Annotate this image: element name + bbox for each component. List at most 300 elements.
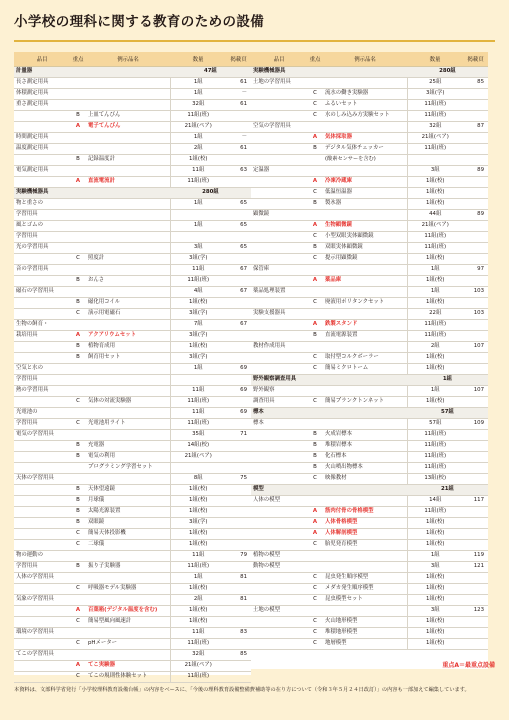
- qty-cell: 11組(班): [170, 177, 226, 188]
- priority-cell: [307, 551, 323, 562]
- page-cell: [226, 419, 251, 430]
- item-cell: 体積測定用具: [14, 89, 70, 100]
- product-cell: 人体解剖模型: [323, 529, 407, 540]
- table-row: [14, 243, 251, 254]
- product-cell: [86, 210, 170, 221]
- qty-cell: 11組(班): [170, 276, 226, 287]
- item-cell: [14, 254, 70, 265]
- table-row: [251, 166, 488, 177]
- item-cell: [14, 584, 70, 595]
- priority-cell: A: [70, 122, 86, 133]
- product-cell: [86, 100, 170, 111]
- item-cell: [251, 595, 307, 606]
- product-cell: 筋肉付骨の骨格模型: [323, 507, 407, 518]
- table-row: [251, 397, 488, 408]
- page-cell: [226, 672, 251, 683]
- product-cell: [86, 650, 170, 661]
- product-cell: 生物顕微鏡: [323, 221, 407, 232]
- item-cell: [251, 243, 307, 254]
- table-row: [14, 661, 251, 672]
- page-cell: [463, 155, 488, 166]
- qty-cell: 44組: [407, 210, 463, 221]
- item-cell: 人体の学習用具: [14, 573, 70, 584]
- qty-cell: 22組: [407, 309, 463, 320]
- table-row: [251, 364, 488, 375]
- item-cell: 学習用具: [14, 419, 70, 430]
- page-cell: [226, 496, 251, 507]
- item-cell: 学習用具: [14, 232, 70, 243]
- table-row: [14, 408, 251, 419]
- product-cell: 火成岩標本: [323, 430, 407, 441]
- priority-cell: B: [307, 452, 323, 463]
- header-priority: 重点: [307, 52, 323, 67]
- item-cell: 顕微鏡: [251, 210, 307, 221]
- item-cell: 薬品処理装置: [251, 287, 307, 298]
- priority-cell: B: [70, 342, 86, 353]
- priority-cell: C: [70, 254, 86, 265]
- page-cell: [463, 221, 488, 232]
- table-row: [251, 342, 488, 353]
- priority-cell: B: [70, 452, 86, 463]
- item-cell: [251, 507, 307, 518]
- item-cell: [251, 364, 307, 375]
- priority-cell: A: [307, 507, 323, 518]
- item-cell: [14, 518, 70, 529]
- category-qty: 21組: [407, 485, 488, 496]
- page-cell: [463, 89, 488, 100]
- page-cell: 67: [226, 287, 251, 298]
- qty-cell: 11組: [170, 628, 226, 639]
- product-cell: [86, 89, 170, 100]
- qty-cell: 11組(班): [407, 507, 463, 518]
- item-cell: [14, 529, 70, 540]
- qty-cell: 3組: [170, 243, 226, 254]
- page-cell: [226, 298, 251, 309]
- priority-cell: [70, 166, 86, 177]
- priority-cell: [70, 375, 86, 386]
- priority-cell: C: [307, 617, 323, 628]
- table-row: [251, 419, 488, 430]
- table-row: [251, 89, 488, 100]
- product-cell: pHメーター: [86, 639, 170, 650]
- item-cell: 光の学習用具: [14, 243, 70, 254]
- priority-cell: C: [70, 584, 86, 595]
- priority-cell: C: [70, 639, 86, 650]
- priority-cell: [70, 265, 86, 276]
- page-cell: 83: [226, 628, 251, 639]
- page-cell: [226, 353, 251, 364]
- page-cell: －: [226, 89, 251, 100]
- item-cell: [251, 353, 307, 364]
- item-cell: 磁石の学習用具: [14, 287, 70, 298]
- table-row: [251, 111, 488, 122]
- product-cell: 地層模型: [323, 639, 407, 650]
- page-cell: 117: [463, 496, 488, 507]
- product-cell: 直流電流計: [86, 177, 170, 188]
- page-cell: [463, 441, 488, 452]
- qty-cell: 11組: [170, 551, 226, 562]
- product-cell: 簡易型風向風速計: [86, 617, 170, 628]
- product-cell: 鉄製スタンド: [323, 320, 407, 331]
- item-cell: [14, 397, 70, 408]
- priority-cell: B: [307, 430, 323, 441]
- item-cell: [14, 441, 70, 452]
- qty-cell: 1組(校): [170, 298, 226, 309]
- page-cell: 109: [463, 419, 488, 430]
- item-cell: 物と重さの: [14, 199, 70, 210]
- table-row: [14, 430, 251, 441]
- item-cell: てこの学習用具: [14, 650, 70, 661]
- table-row: [14, 584, 251, 595]
- qty-cell: 1組(校): [407, 199, 463, 210]
- priority-cell: [70, 78, 86, 89]
- page-cell: [463, 617, 488, 628]
- qty-cell: 11組(班): [407, 232, 463, 243]
- priority-cell: B: [307, 441, 323, 452]
- qty-cell: 11組(班): [407, 430, 463, 441]
- product-cell: [86, 408, 170, 419]
- item-cell: 調査用具: [251, 397, 307, 408]
- product-cell: [323, 265, 407, 276]
- item-cell: 風とゴムの: [14, 221, 70, 232]
- qty-cell: 1組(校): [407, 540, 463, 551]
- table-row: [251, 573, 488, 584]
- qty-cell: 11組(班): [407, 331, 463, 342]
- category-name: 実験機械器具: [14, 188, 170, 199]
- qty-cell: 1組(校): [407, 573, 463, 584]
- priority-cell: [307, 155, 323, 166]
- page-cell: [463, 100, 488, 111]
- table-row: [14, 353, 251, 364]
- table-row: [14, 199, 251, 210]
- priority-cell: B: [70, 518, 86, 529]
- table-row: [14, 386, 251, 397]
- item-cell: [14, 639, 70, 650]
- qty-cell: 1組(校): [407, 397, 463, 408]
- qty-cell: 2組: [170, 144, 226, 155]
- product-cell: 提示用顕微鏡: [323, 254, 407, 265]
- item-cell: 実験支援器具: [251, 309, 307, 320]
- priority-cell: A: [307, 177, 323, 188]
- page-cell: 67: [226, 265, 251, 276]
- category-qty: 280組: [170, 188, 251, 199]
- qty-cell: 11組(班): [407, 452, 463, 463]
- qty-cell: 3組: [407, 606, 463, 617]
- page-cell: [226, 177, 251, 188]
- qty-cell: 1組(校): [407, 276, 463, 287]
- item-cell: 植物の模型: [251, 551, 307, 562]
- priority-cell: B: [307, 331, 323, 342]
- product-cell: [86, 199, 170, 210]
- item-cell: [14, 276, 70, 287]
- product-cell: 気体採取器: [323, 133, 407, 144]
- table-row: [251, 463, 488, 474]
- item-cell: [251, 298, 307, 309]
- table-row: [251, 331, 488, 342]
- table-row: [14, 452, 251, 463]
- page-cell: [226, 309, 251, 320]
- header-qty: 数量: [170, 52, 226, 67]
- item-cell: [251, 452, 307, 463]
- table-row: [14, 364, 251, 375]
- page-cell: 85: [226, 650, 251, 661]
- table-row: [14, 320, 251, 331]
- item-cell: 生物の飼育・: [14, 320, 70, 331]
- qty-cell: 1組: [170, 133, 226, 144]
- product-cell: 堆積岩標本: [323, 441, 407, 452]
- product-cell: [86, 474, 170, 485]
- table-row: [14, 331, 251, 342]
- product-cell: 昆虫模型セット: [323, 595, 407, 606]
- item-cell: 電気測定用具: [14, 166, 70, 177]
- priority-cell: A: [307, 529, 323, 540]
- item-cell: [251, 529, 307, 540]
- category-name: 模型: [251, 485, 407, 496]
- table-row: [14, 573, 251, 584]
- page-cell: [226, 518, 251, 529]
- page-cell: [463, 584, 488, 595]
- item-cell: [251, 144, 307, 155]
- table-row: [14, 100, 251, 111]
- right-table-body: [251, 67, 488, 650]
- table-row: [14, 375, 251, 386]
- product-cell: 電気の利用: [86, 452, 170, 463]
- qty-cell: 25組: [407, 78, 463, 89]
- qty-cell: 11組: [170, 408, 226, 419]
- page-cell: [226, 375, 251, 386]
- page-cell: 121: [463, 562, 488, 573]
- priority-cell: [70, 650, 86, 661]
- table-row: [14, 441, 251, 452]
- qty-cell: 14組: [407, 496, 463, 507]
- product-cell: 昆虫発生順序模型: [323, 573, 407, 584]
- page-cell: [463, 639, 488, 650]
- page-cell: [226, 507, 251, 518]
- product-cell: デジタル気体チェッカー: [323, 144, 407, 155]
- qty-cell: 1組(校): [407, 298, 463, 309]
- priority-cell: B: [70, 485, 86, 496]
- priority-cell: A: [70, 331, 86, 342]
- product-cell: 双眼実体顕微鏡: [323, 243, 407, 254]
- qty-cell: 11組(班): [407, 111, 463, 122]
- qty-cell: 1組: [170, 573, 226, 584]
- page-cell: 65: [226, 221, 251, 232]
- page-cell: [463, 232, 488, 243]
- page-cell: [463, 111, 488, 122]
- product-cell: [323, 287, 407, 298]
- category-row: [251, 485, 488, 496]
- table-row: [251, 639, 488, 650]
- page-cell: 75: [226, 474, 251, 485]
- priority-cell: [70, 287, 86, 298]
- qty-cell: [170, 463, 226, 474]
- page-cell: 63: [226, 166, 251, 177]
- table-row: [14, 606, 251, 617]
- item-cell: 学習用具: [14, 375, 70, 386]
- qty-cell: 11組(班): [170, 562, 226, 573]
- product-cell: 二球儀: [86, 540, 170, 551]
- item-cell: [251, 100, 307, 111]
- product-cell: [323, 122, 407, 133]
- page-cell: [463, 144, 488, 155]
- product-cell: 冷凍冷蔵庫: [323, 177, 407, 188]
- priority-cell: [307, 265, 323, 276]
- page-cell: [463, 474, 488, 485]
- table-row: [14, 397, 251, 408]
- qty-cell: 1組: [407, 265, 463, 276]
- qty-cell: 21組(ペア): [170, 122, 226, 133]
- qty-cell: 4組: [170, 287, 226, 298]
- priority-cell: A: [307, 221, 323, 232]
- product-cell: 火山地形模型: [323, 617, 407, 628]
- item-cell: 気象の学習用具: [14, 595, 70, 606]
- item-cell: [251, 320, 307, 331]
- priority-cell: C: [307, 111, 323, 122]
- page-cell: 71: [226, 430, 251, 441]
- qty-cell: 32組: [407, 122, 463, 133]
- product-cell: 飼育用セット: [86, 353, 170, 364]
- item-cell: [14, 661, 70, 672]
- table-row: [251, 254, 488, 265]
- page-cell: [226, 463, 251, 474]
- table-row: [14, 639, 251, 650]
- priority-cell: C: [307, 584, 323, 595]
- category-row: [14, 188, 251, 199]
- table-row: [14, 540, 251, 551]
- table-row: [14, 419, 251, 430]
- page-cell: －: [226, 133, 251, 144]
- table-row: [14, 485, 251, 496]
- product-cell: 光電池用ライト: [86, 419, 170, 430]
- product-cell: [86, 133, 170, 144]
- page-cell: [463, 529, 488, 540]
- page-cell: 69: [226, 408, 251, 419]
- product-cell: [323, 551, 407, 562]
- product-cell: アクアリウムセット: [86, 331, 170, 342]
- priority-cell: C: [307, 298, 323, 309]
- product-cell: てこ実験器: [86, 661, 170, 672]
- product-cell: [86, 430, 170, 441]
- product-cell: [86, 375, 170, 386]
- priority-cell: C: [307, 188, 323, 199]
- product-cell: [86, 265, 170, 276]
- table-row: [251, 210, 488, 221]
- item-cell: [251, 133, 307, 144]
- priority-cell: B: [70, 496, 86, 507]
- priority-cell: [70, 210, 86, 221]
- product-cell: [323, 419, 407, 430]
- product-cell: ふるいセット: [323, 100, 407, 111]
- priority-cell: [70, 595, 86, 606]
- product-cell: 振り子実験器: [86, 562, 170, 573]
- page-cell: 67: [226, 320, 251, 331]
- product-cell: 取付型コルクボーラー: [323, 353, 407, 364]
- table-row: [14, 276, 251, 287]
- page-cell: 69: [226, 364, 251, 375]
- product-cell: 太陽光源装置: [86, 507, 170, 518]
- item-cell: [251, 441, 307, 452]
- qty-cell: 11組(班): [407, 144, 463, 155]
- page-cell: [226, 122, 251, 133]
- product-cell: [323, 210, 407, 221]
- qty-cell: 7組: [170, 320, 226, 331]
- page-cell: [463, 243, 488, 254]
- qty-cell: 3組(学): [170, 254, 226, 265]
- item-cell: 空気の学習用具: [251, 122, 307, 133]
- table-row: [251, 309, 488, 320]
- table-row: [251, 199, 488, 210]
- item-cell: 天体の学習用具: [14, 474, 70, 485]
- qty-cell: 32組: [170, 650, 226, 661]
- table-row: [14, 562, 251, 573]
- priority-cell: [70, 408, 86, 419]
- page-cell: [226, 452, 251, 463]
- page-cell: [226, 210, 251, 221]
- table-row: [14, 507, 251, 518]
- product-cell: 双眼鏡: [86, 518, 170, 529]
- table-row: [251, 606, 488, 617]
- table-row: [14, 474, 251, 485]
- product-cell: 充電器: [86, 441, 170, 452]
- qty-cell: 1組: [170, 364, 226, 375]
- qty-cell: 2組: [170, 595, 226, 606]
- item-cell: [14, 342, 70, 353]
- priority-cell: [307, 342, 323, 353]
- qty-cell: 21組(ペア): [170, 661, 226, 672]
- item-cell: [14, 672, 70, 683]
- priority-cell: [70, 628, 86, 639]
- qty-cell: 1組(校): [407, 518, 463, 529]
- table-row: [14, 144, 251, 155]
- right-equipment-table: [251, 52, 488, 669]
- priority-cell: B: [70, 155, 86, 166]
- priority-cell: B: [307, 243, 323, 254]
- product-cell: [86, 573, 170, 584]
- priority-cell: C: [70, 309, 86, 320]
- qty-cell: 21組(ペア): [407, 133, 463, 144]
- product-cell: 照度計: [86, 254, 170, 265]
- page-cell: [463, 254, 488, 265]
- table-row: [251, 496, 488, 507]
- priority-cell: C: [307, 397, 323, 408]
- product-cell: 記録温度計: [86, 155, 170, 166]
- page-cell: [463, 397, 488, 408]
- item-cell: [14, 298, 70, 309]
- product-cell: (酸素センサーを含む): [323, 155, 407, 166]
- page-cell: 103: [463, 287, 488, 298]
- priority-cell: B: [70, 353, 86, 364]
- product-cell: 月球儀: [86, 496, 170, 507]
- table-row: [251, 320, 488, 331]
- table-row: [14, 166, 251, 177]
- product-cell: 簡易天体投影機: [86, 529, 170, 540]
- priority-cell: A: [70, 606, 86, 617]
- header-item: 品目: [251, 52, 307, 67]
- product-cell: 小型双眼実体顕微鏡: [323, 232, 407, 243]
- priority-cell: C: [307, 232, 323, 243]
- page-cell: [463, 595, 488, 606]
- table-row: [251, 617, 488, 628]
- product-cell: [323, 78, 407, 89]
- product-cell: 植物育成用: [86, 342, 170, 353]
- page-cell: [226, 529, 251, 540]
- page-cell: 81: [226, 573, 251, 584]
- page-cell: [226, 155, 251, 166]
- priority-cell: C: [307, 100, 323, 111]
- table-row: [14, 518, 251, 529]
- qty-cell: 1組: [170, 221, 226, 232]
- qty-cell: 11組: [170, 386, 226, 397]
